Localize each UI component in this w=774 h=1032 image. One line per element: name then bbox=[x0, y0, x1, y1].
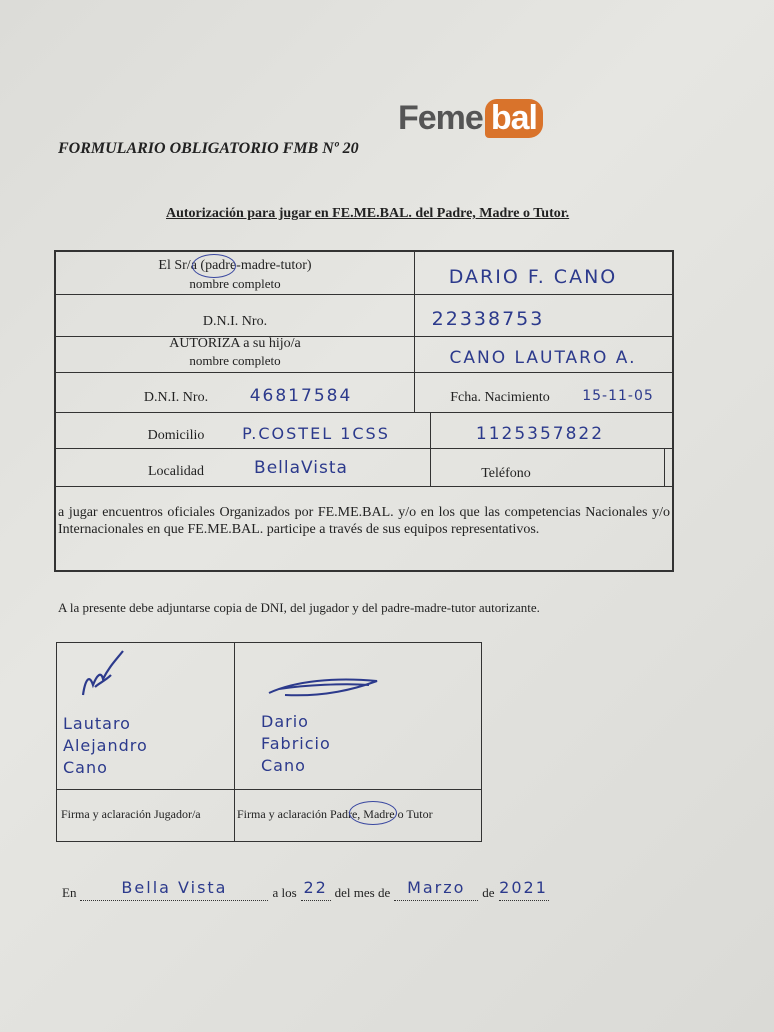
year-value: 2021 bbox=[499, 878, 549, 901]
parent-signature-scribble bbox=[265, 673, 385, 703]
parent-printed-name: Dario Fabricio Cano bbox=[261, 712, 331, 775]
child-dni-value: 46817584 bbox=[249, 386, 353, 406]
de-label: de bbox=[482, 885, 495, 900]
player-signature-label: Firma y aclaración Jugador/a bbox=[61, 807, 201, 821]
telephone-label: Teléfono bbox=[481, 466, 531, 481]
authorization-text: a jugar encuentros oficiales Organizados por FE.ME.BAL. y/o en los que las competencias Nacionales y/o Internacionales en que FE.ME.BAL. participe a través de sus equipos representativos. bbox=[58, 505, 670, 537]
address-label: Domicilio bbox=[147, 428, 205, 443]
locality-value: BellaVista bbox=[254, 458, 348, 478]
parent-signature-label: Firma y aclaración Padre, Madre o Tutor bbox=[237, 807, 433, 821]
del-mes-label: del mes de bbox=[334, 885, 391, 900]
parent-name-value: DARIO F. CANO bbox=[448, 266, 618, 288]
child-label: AUTORIZA a su hijo/a bbox=[169, 336, 301, 351]
player-signature-scribble bbox=[75, 645, 135, 701]
parent-dni-label: D.N.I. Nro. bbox=[202, 314, 268, 329]
day-value: 22 bbox=[301, 878, 331, 901]
phone-value: 1125357822 bbox=[475, 424, 605, 444]
attachment-note: A la presente debe adjuntarse copia de DNI, del jugador y del padre-madre-tutor autorizante. bbox=[58, 600, 540, 615]
date-line bbox=[62, 878, 553, 901]
authorization-table bbox=[54, 250, 674, 572]
parent-sublabel: nombre completo bbox=[189, 276, 281, 291]
child-dni-label: D.N.I. Nro. bbox=[143, 390, 209, 405]
parent-label: El Sr/a (padre-madre-tutor) bbox=[158, 258, 312, 273]
child-sublabel: nombre completo bbox=[189, 353, 281, 368]
parent-dni-value: 22338753 bbox=[431, 308, 545, 330]
place-value: Bella Vista bbox=[80, 878, 268, 901]
locality-label: Localidad bbox=[148, 464, 204, 479]
en-label: En bbox=[62, 885, 77, 900]
birthdate-value: 15-11-05 bbox=[582, 388, 654, 404]
birthdate-label: Fcha. Nacimiento bbox=[450, 390, 550, 405]
child-name-value: CANO LAUTARO A. bbox=[449, 348, 637, 368]
form-subtitle: Autorización para jugar en FE.ME.BAL. del Padre, Madre o Tutor. bbox=[166, 206, 570, 221]
form-title: FORMULARIO OBLIGATORIO FMB Nº 20 bbox=[58, 140, 359, 157]
signature-table bbox=[56, 642, 482, 842]
femebal-logo bbox=[398, 96, 543, 140]
month-value: Marzo bbox=[394, 878, 478, 901]
address-value: P.COSTEL 1CSS bbox=[242, 424, 390, 443]
logo-box: bal bbox=[485, 99, 543, 138]
logo-text: Feme bbox=[398, 98, 483, 137]
player-printed-name: Lautaro Alejandro Cano bbox=[63, 714, 148, 777]
a-los-label: a los bbox=[272, 885, 297, 900]
